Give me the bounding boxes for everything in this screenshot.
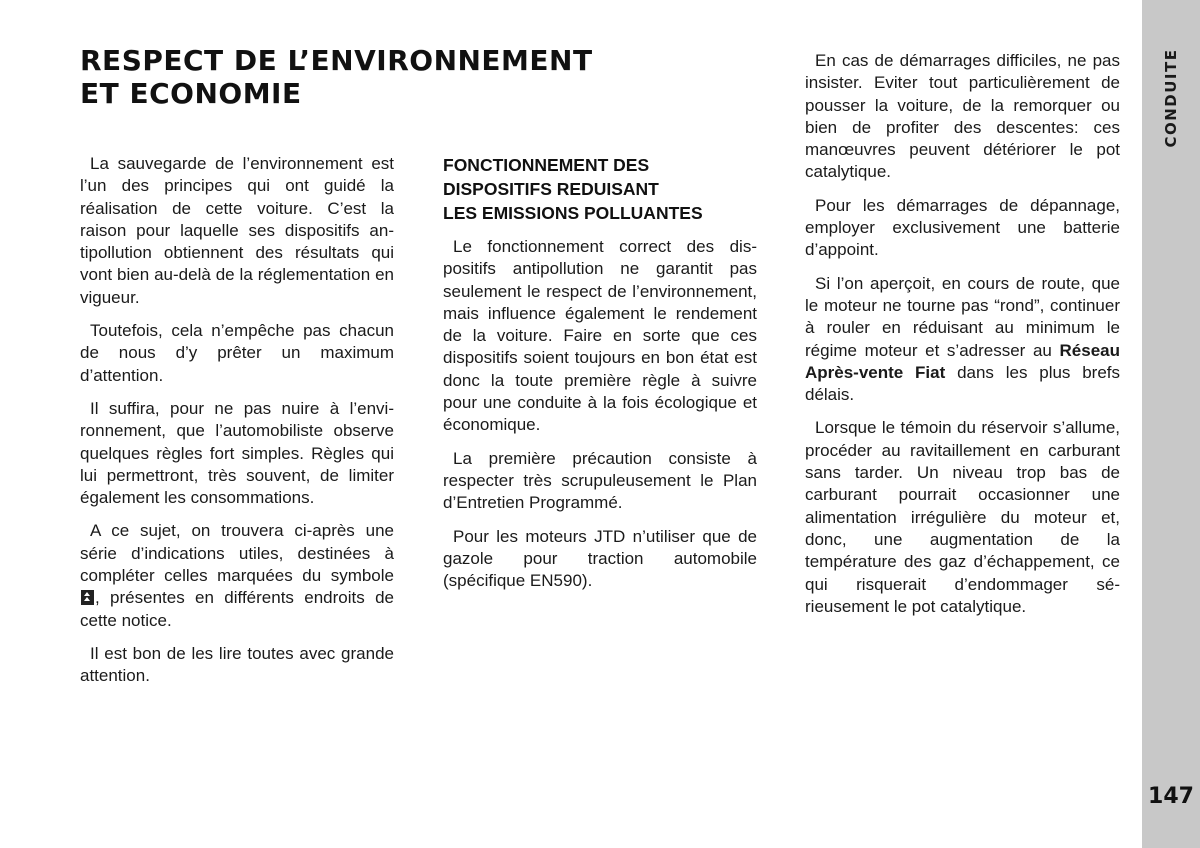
page-number: 147 <box>1148 784 1194 809</box>
paragraph: La première précaution consiste à respecter très scrupuleusement le Plan d’Entretien Programmé. <box>443 448 757 513</box>
section-tab-label: CONDUITE <box>1162 48 1180 148</box>
paragraph: En cas de démarrages difficiles, ne pas insister. Eviter tout particulièrement de pousser la voiture, de la remorquer ou bien de profiter des descentes: ces manœuvres peuvent détériorer le pot catalytique. <box>805 51 1120 182</box>
paragraph: Le fonctionnement correct des dispositifs antipollution ne garantit pas seulement le respect de l’environnement, mais influence également le rendement de la voiture. Faire en sorte que ces dispositifs soient toujours en bon état est donc la toute première règle à suivre pour une conduite à la fois écologique et économique. <box>443 237 757 435</box>
paragraph-with-bold <box>805 273 1120 407</box>
paragraph: Toutefois, cela n’empêche pas chacun de nous d’y prêter un maximum d’attention. <box>80 321 394 385</box>
paragraph: Pour les démarrages de dépannage, employer exclusivement une batterie d’appoint. <box>805 195 1120 260</box>
page-title-line-2: ET ECONOMIE <box>80 77 302 110</box>
paragraph-text: A ce sujet, on trouvera ci-après une série d’indications utiles, destinées à compléter celles marquées du symbole <box>80 521 394 586</box>
paragraph-with-symbol <box>80 520 394 631</box>
section-heading-line-3: LES EMISSIONS POLLUANTES <box>443 203 703 223</box>
paragraph: Lorsque le témoin du réservoir s’allume, procéder au ravitaillement en carburant sans tarder. Un niveau trop bas de carburant pourrait occasionner une alimentation irrégulière du moteur et, donc, une augmentation de la température des gaz d’échappement, ce qui risquerait d’endommager sérieusement le pot catalytique. <box>805 418 1120 616</box>
text-column-3 <box>805 50 1120 629</box>
paragraph: Il est bon de les lire toutes avec grande attention. <box>80 643 394 686</box>
fiat-network-emphasis: Réseau Après-vente Fiat <box>805 340 1120 382</box>
section-heading-line-1: FONCTIONNEMENT DES <box>443 155 650 175</box>
paragraph: La sauvegarde de l’environnement est l’un des principes qui ont guidé la réalisation de cette voiture. C’est la raison pour laquelle ses dispositifs antipollution obtiennent des résultats qui vont bien au-delà de la réglementation en vigueur. <box>80 154 394 307</box>
page-title-line-1: RESPECT DE L’ENVIRONNEMENT <box>80 44 593 77</box>
paragraph-text: dans les plus brefs délais. <box>805 362 1121 405</box>
paragraph-text: Si l’on aperçoit, en cours de route, que le moteur ne tourne pas “rond”, continuer à rouler en réduisant au minimum le régime moteur et s’adresser au <box>805 273 1120 360</box>
page-title <box>80 44 640 110</box>
text-column-2 <box>443 153 757 603</box>
paragraph: Il suffira, pour ne pas nuire à l’environnement, que l’automobiliste observe quelques règles fort simples. Règles qui lui permettront, très souvent, de limiter également les consommations. <box>80 398 394 508</box>
eco-leaf-symbol-icon <box>81 590 94 605</box>
text-column-1 <box>80 153 394 699</box>
paragraph: Pour les moteurs JTD n’utiliser que de gazole pour traction automobile (spécifique EN590). <box>443 526 757 591</box>
section-heading-line-2: DISPOSITIFS REDUISANT <box>443 179 659 199</box>
section-heading <box>443 153 757 225</box>
paragraph-text: , présentes en différents endroits de cette notice. <box>80 588 394 630</box>
